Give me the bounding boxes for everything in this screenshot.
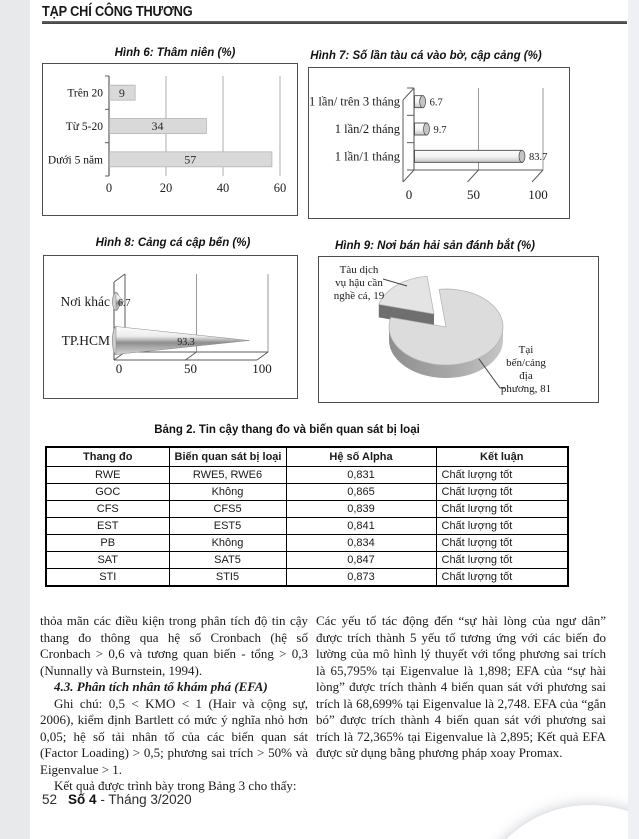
- table-cell: STI: [46, 569, 169, 587]
- table-row: [46, 552, 568, 569]
- figure7-title: Hình 7: Số lần tàu cá vào bờ, cập cảng (%): [310, 50, 542, 62]
- table-cell: GOC: [46, 484, 169, 501]
- table-cell: SAT5: [169, 552, 286, 569]
- svg-text:Nơi khác: Nơi khác: [60, 294, 110, 309]
- svg-text:57: 57: [184, 152, 197, 167]
- paragraph: thỏa mãn các điều kiện trong phân tích độ tin cậy thang đo thông qua hệ số Cronbach (hệ số Cronbach > 0,6 và tương quan biến - tổng > 0,3 (Nunnally và Burnstein, 1994).: [40, 613, 308, 678]
- svg-text:9: 9: [118, 85, 125, 100]
- svg-text:nghề cá, 19: nghề cá, 19: [333, 290, 385, 302]
- svg-text:6.7: 6.7: [118, 298, 131, 309]
- table-row: [46, 501, 568, 518]
- svg-text:34: 34: [151, 119, 164, 134]
- figure8-title: Hình 8: Cảng cá cập bến (%): [95, 237, 251, 249]
- svg-text:50: 50: [467, 187, 480, 202]
- svg-text:50: 50: [184, 361, 197, 376]
- svg-text:Dưới 5 năm: Dưới 5 năm: [47, 154, 103, 167]
- svg-text:Trên 20: Trên 20: [67, 87, 103, 100]
- page-number: 52: [42, 792, 58, 807]
- table-cell: Chất lượng tốt: [436, 467, 568, 484]
- figure7-chart: [308, 67, 570, 219]
- table-cell: Chất lượng tốt: [436, 569, 568, 587]
- table-cell: SAT: [46, 552, 169, 569]
- section-heading: 4.3. Phân tích nhân tố khám phá (EFA): [54, 679, 268, 694]
- svg-text:TP.HCM: TP.HCM: [61, 333, 110, 348]
- svg-text:0: 0: [105, 181, 113, 195]
- masthead-rule: [42, 21, 627, 24]
- figure8-chart: [43, 255, 298, 399]
- svg-text:6.7: 6.7: [429, 97, 443, 109]
- column-header: Biến quan sát bị loại: [169, 447, 286, 467]
- table-cell: EST: [46, 518, 169, 535]
- svg-text:phương, 81: phương, 81: [500, 383, 552, 395]
- table-cell: Chất lượng tốt: [436, 501, 568, 518]
- figure6-title: Hình 6: Thâm niên (%): [114, 47, 236, 59]
- svg-text:60: 60: [273, 181, 287, 195]
- svg-text:1 lần/2 tháng: 1 lần/2 tháng: [334, 122, 400, 136]
- body-left-column: [40, 613, 308, 795]
- svg-text:100: 100: [528, 187, 548, 202]
- table-cell: 0,834: [286, 535, 436, 552]
- column-header: Kết luận: [436, 447, 568, 467]
- table-cell: 0,831: [286, 467, 436, 484]
- table-row: [46, 518, 568, 535]
- table-cell: 0,865: [286, 484, 436, 501]
- paragraph: Các yếu tố tác động đến “sự hài lòng của ngư dân” được trích thành 5 yếu tố tương ứng với các biến đo lường của mô hình lý thuyết với tổng phương sai trích là 65,795% tại Eigenvalue là 1,898; EFA của “sự hài lòng” được trích thành 4 biến quan sát với phương sai trích là 68,699% tại Eigenvalue là 2,748. EFA của “gắn bó” được trích thành 4 biến quan sát với phương sai trích là 72,365% tại Eigenvalue là 2,895; Kết quả EFA được sử dụng bằng phương pháp xoay Promax.: [316, 613, 606, 760]
- table-cell: RWE: [46, 467, 169, 484]
- svg-text:1 lần/ trên 3 tháng: 1 lần/ trên 3 tháng: [309, 94, 400, 109]
- svg-text:0: 0: [115, 361, 123, 376]
- page-curl-decoration: [470, 805, 639, 839]
- svg-text:93.3: 93.3: [177, 337, 195, 348]
- table-cell: 0,847: [286, 552, 436, 569]
- table-cell: EST5: [169, 518, 286, 535]
- table-row: [46, 467, 568, 484]
- figure9-chart: [318, 256, 599, 403]
- svg-text:Tại: Tại: [518, 344, 534, 356]
- scan-edge-right: [628, 0, 639, 839]
- body-right-column: [316, 613, 606, 762]
- svg-text:100: 100: [252, 361, 272, 376]
- table2-caption: Bảng 2. Tin cậy thang đo và biến quan sát bị loại: [154, 424, 420, 436]
- issue-label: Số 4: [68, 792, 97, 807]
- paragraph: Ghi chú: 0,5 < KMO < 1 (Hair và cộng sự, 2006), kiểm định Bartlett có mức ý nghĩa nhỏ hơn 0,05; hệ số tải nhân tố của các biến quan sát (Factor Loading) > 0,5; phương sai trích > 50% và Eigenvalue > 1.: [40, 695, 308, 777]
- table-row: [46, 484, 568, 501]
- masthead-title: TẠP CHÍ CÔNG THƯƠNG: [42, 4, 193, 20]
- svg-text:bến/cảng: bến/cảng: [506, 357, 546, 369]
- svg-text:địa: địa: [519, 370, 533, 382]
- paragraph: Kết quả được trình bày trong Bảng 3 cho thấy:: [54, 778, 297, 793]
- svg-text:20: 20: [159, 181, 173, 195]
- table-cell: 0,873: [286, 569, 436, 587]
- table-cell: RWE5, RWE6: [169, 467, 286, 484]
- table-body: [46, 467, 568, 587]
- svg-text:40: 40: [216, 181, 230, 195]
- table-cell: PB: [46, 535, 169, 552]
- table-cell: 0,841: [286, 518, 436, 535]
- table-header: [46, 447, 568, 467]
- page-footer: [42, 792, 192, 807]
- table-cell: Chất lượng tốt: [436, 484, 568, 501]
- scan-edge-left: [0, 0, 30, 839]
- table-row: [46, 535, 568, 552]
- table-cell: Chất lượng tốt: [436, 535, 568, 552]
- reliability-table: [45, 446, 569, 587]
- table-cell: CFS5: [169, 501, 286, 518]
- column-header: Hệ số Alpha: [286, 447, 436, 467]
- column-header: Thang đo: [46, 447, 169, 467]
- svg-text:0: 0: [405, 187, 413, 202]
- table-cell: Không: [169, 484, 286, 501]
- figure9-title: Hình 9: Nơi bán hải sản đánh bắt (%): [334, 240, 536, 252]
- table-cell: 0,839: [286, 501, 436, 518]
- table-cell: Chất lượng tốt: [436, 552, 568, 569]
- svg-text:1 lần/1 tháng: 1 lần/1 tháng: [334, 149, 400, 164]
- table-cell: Không: [169, 535, 286, 552]
- table-row: [46, 569, 568, 587]
- svg-text:Từ 5-20: Từ 5-20: [65, 121, 103, 133]
- svg-text:9.7: 9.7: [433, 124, 447, 136]
- table-cell: Chất lượng tốt: [436, 518, 568, 535]
- svg-text:vụ hậu cần: vụ hậu cần: [335, 277, 383, 289]
- table-cell: CFS: [46, 501, 169, 518]
- figure6-chart: [42, 63, 298, 216]
- svg-text:Tàu dịch: Tàu dịch: [339, 264, 379, 276]
- table-cell: STI5: [169, 569, 286, 587]
- issue-date: - Tháng 3/2020: [100, 792, 192, 807]
- svg-text:83.7: 83.7: [528, 152, 548, 164]
